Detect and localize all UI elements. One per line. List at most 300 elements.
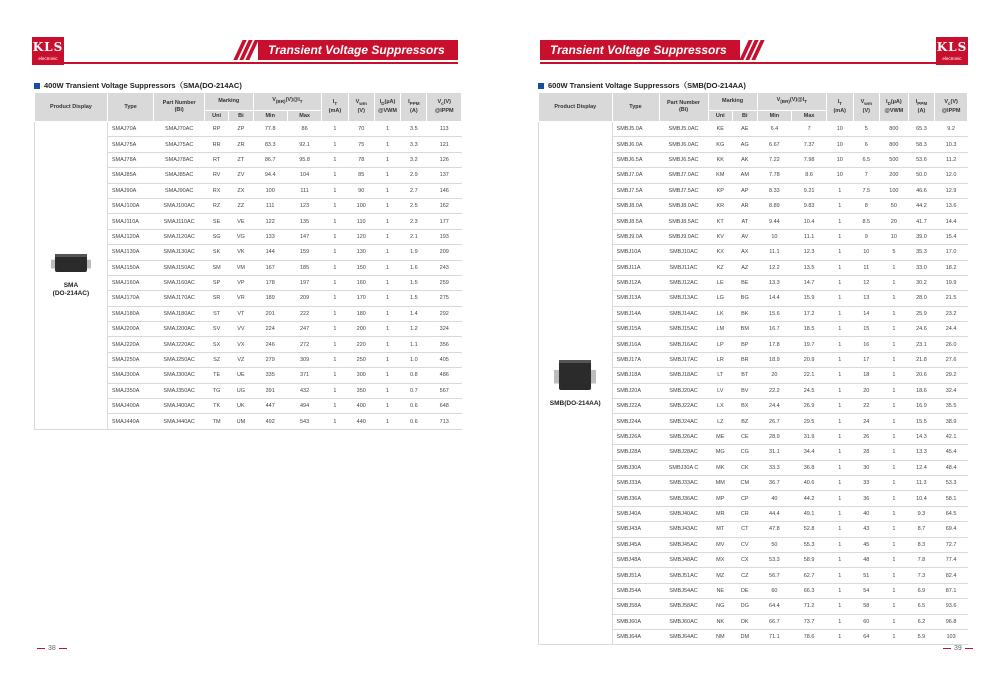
- table-cell: 66.3: [792, 583, 827, 598]
- table-cell: 12.3: [792, 245, 827, 260]
- table-cell: SZ: [204, 352, 228, 367]
- table-cell: 1: [322, 368, 348, 383]
- col-vc: $V_c(V)$ @IPPM: [427, 93, 462, 122]
- table-cell: RP: [204, 122, 228, 137]
- table-cell: SMAJ120AC: [154, 229, 205, 244]
- table-cell: SMBJ26A: [612, 429, 659, 444]
- table-cell: 12: [853, 275, 880, 290]
- table-cell: 7.78: [757, 168, 792, 183]
- table-cell: 543: [287, 414, 321, 429]
- table-cell: 100: [880, 183, 909, 198]
- table-cell: 12.9: [935, 183, 968, 198]
- table-cell: 1: [826, 506, 853, 521]
- table-cell: 86: [287, 122, 321, 137]
- table-cell: 7.22: [757, 152, 792, 167]
- table-cell: 1: [374, 229, 400, 244]
- table-cell: SMAJ110A: [107, 214, 154, 229]
- table-cell: 24.5: [792, 383, 827, 398]
- col-vwm: $V_{wm}$ (V): [853, 93, 880, 122]
- table-cell: LP: [708, 337, 733, 352]
- table-cell: 177: [427, 214, 462, 229]
- table-cell: UK: [229, 399, 253, 414]
- table-cell: SMBJ13AC: [659, 291, 708, 306]
- table-cell: 1.6: [401, 260, 427, 275]
- table-cell: SG: [204, 229, 228, 244]
- table-cell: 41.7: [908, 214, 935, 229]
- logo-subtext-right: electronic: [942, 56, 962, 61]
- table-cell: BX: [733, 399, 758, 414]
- table-cell: 147: [287, 229, 321, 244]
- table-cell: 144: [253, 245, 287, 260]
- table-cell: 27.6: [935, 352, 968, 367]
- table-cell: SMAJ170A: [107, 291, 154, 306]
- table-cell: 87.1: [935, 583, 968, 598]
- table-cell: 40.6: [792, 475, 827, 490]
- table-cell: UE: [229, 368, 253, 383]
- table-cell: 82.4: [935, 568, 968, 583]
- table-cell: 24.4: [757, 399, 792, 414]
- table-cell: 3.5: [401, 122, 427, 137]
- table-cell: 222: [287, 306, 321, 321]
- table-cell: 94.4: [253, 168, 287, 183]
- smb-table: [538, 92, 968, 645]
- section-title-right: 600W Transient Voltage Suppressors（SMB(DO-214AA): [538, 80, 746, 91]
- table-cell: 1.0: [401, 352, 427, 367]
- table-cell: 64.4: [757, 599, 792, 614]
- table-cell: 83.3: [253, 137, 287, 152]
- table-cell: 167: [253, 260, 287, 275]
- table-cell: SMAJ100A: [107, 198, 154, 213]
- table-cell: VK: [229, 245, 253, 260]
- table-cell: 1: [826, 275, 853, 290]
- table-cell: 113: [427, 122, 462, 137]
- table-cell: 60: [853, 614, 880, 629]
- logo-subtext: electronic: [38, 56, 58, 61]
- table-cell: BE: [733, 275, 758, 290]
- table-cell: AP: [733, 183, 758, 198]
- table-cell: 1: [826, 491, 853, 506]
- table-cell: 13.3: [908, 445, 935, 460]
- table-cell: 73.7: [792, 614, 827, 629]
- table-cell: 1: [880, 399, 909, 414]
- table-cell: RT: [204, 152, 228, 167]
- table-cell: CR: [733, 506, 758, 521]
- table-cell: SMBJ17AC: [659, 352, 708, 367]
- table-cell: 58.1: [935, 491, 968, 506]
- table-cell: 279: [253, 352, 287, 367]
- table-cell: SMBJ10AC: [659, 245, 708, 260]
- table-cell: UG: [229, 383, 253, 398]
- table-cell: 7.37: [792, 137, 827, 152]
- table-cell: 25.9: [908, 306, 935, 321]
- table-cell: 10: [826, 137, 853, 152]
- table-cell: SK: [204, 245, 228, 260]
- table-cell: SMAJ400A: [107, 399, 154, 414]
- table-cell: 19.7: [792, 337, 827, 352]
- table-cell: LV: [708, 383, 733, 398]
- table-cell: 275: [427, 291, 462, 306]
- table-cell: 58.3: [908, 137, 935, 152]
- table-cell: 648: [427, 399, 462, 414]
- table-cell: 170: [348, 291, 374, 306]
- table-cell: ZZ: [229, 198, 253, 213]
- table-cell: SMBJ9.0AC: [659, 229, 708, 244]
- table-cell: 9.44: [757, 214, 792, 229]
- table-cell: 35.3: [908, 245, 935, 260]
- col-vbr: $V_{(BR)}(V)@I_T$: [757, 93, 826, 111]
- table-cell: 1: [322, 383, 348, 398]
- table-cell: AZ: [733, 260, 758, 275]
- table-cell: 486: [427, 368, 462, 383]
- table-cell: RX: [204, 183, 228, 198]
- table-cell: 18.9: [757, 352, 792, 367]
- table-cell: 1: [826, 614, 853, 629]
- table-cell: BG: [733, 291, 758, 306]
- table-cell: 1: [374, 322, 400, 337]
- table-cell: 31.9: [792, 429, 827, 444]
- table-cell: 243: [427, 260, 462, 275]
- table-cell: 1: [880, 414, 909, 429]
- table-cell: KR: [708, 198, 733, 213]
- table-cell: 17.8: [757, 337, 792, 352]
- table-cell: 1: [374, 383, 400, 398]
- table-cell: SMBJ12A: [612, 275, 659, 290]
- table-cell: 11.1: [757, 245, 792, 260]
- col-bi: Bi: [733, 111, 758, 122]
- table-cell: 111: [253, 198, 287, 213]
- table-cell: SMBJ11AC: [659, 260, 708, 275]
- table-cell: 69.4: [935, 522, 968, 537]
- table-cell: 20.9: [792, 352, 827, 367]
- table-cell: SMBJ18A: [612, 368, 659, 383]
- table-cell: 1: [880, 445, 909, 460]
- table-cell: SMBJ45AC: [659, 537, 708, 552]
- table-cell: DE: [733, 583, 758, 598]
- table-cell: 1: [880, 475, 909, 490]
- table-cell: SMBJ30A C: [659, 460, 708, 475]
- table-cell: KM: [708, 168, 733, 183]
- table-cell: VP: [229, 275, 253, 290]
- table-cell: 1: [322, 275, 348, 290]
- table-cell: UM: [229, 414, 253, 429]
- table-cell: 1: [826, 198, 853, 213]
- table-cell: 6.2: [908, 614, 935, 629]
- table-cell: 28.0: [908, 291, 935, 306]
- table-cell: ME: [708, 429, 733, 444]
- table-cell: 1: [880, 568, 909, 583]
- table-cell: 11.1: [792, 229, 827, 244]
- table-cell: 123: [287, 198, 321, 213]
- table-cell: SMBJ54AC: [659, 583, 708, 598]
- table-cell: 38.9: [935, 414, 968, 429]
- table-cell: 62.7: [792, 568, 827, 583]
- table-cell: 1.9: [401, 245, 427, 260]
- table-cell: 1: [322, 337, 348, 352]
- table-cell: 30: [853, 460, 880, 475]
- table-cell: 16.7: [757, 322, 792, 337]
- table-cell: SMBJ18AC: [659, 368, 708, 383]
- table-cell: SMBJ54A: [612, 583, 659, 598]
- col-max: Max: [287, 111, 321, 122]
- table-cell: SMBJ8.5A: [612, 214, 659, 229]
- table-cell: VT: [229, 306, 253, 321]
- table-cell: SMBJ40AC: [659, 506, 708, 521]
- table-cell: 1: [322, 291, 348, 306]
- product-display-cell: [539, 122, 613, 645]
- table-cell: 100: [348, 198, 374, 213]
- col-it: $I_T$ (mA): [322, 93, 348, 122]
- table-cell: 1: [374, 306, 400, 321]
- table-cell: 11: [853, 260, 880, 275]
- col-vbr: $V_{(BR)}(V)@I_T$: [253, 93, 322, 111]
- table-cell: 77.8: [253, 122, 287, 137]
- table-cell: KP: [708, 183, 733, 198]
- table-cell: SMBJ51A: [612, 568, 659, 583]
- table-cell: 159: [287, 245, 321, 260]
- table-cell: SMBJ64A: [612, 629, 659, 644]
- package-label: SMA (DO-214AC): [52, 282, 90, 298]
- table-cell: 1: [826, 522, 853, 537]
- table-cell: KG: [708, 137, 733, 152]
- table-cell: 39.0: [908, 229, 935, 244]
- table-cell: SX: [204, 337, 228, 352]
- table-cell: 36: [853, 491, 880, 506]
- table-cell: 20: [880, 214, 909, 229]
- table-cell: MG: [708, 445, 733, 460]
- table-cell: SMBJ5.0AC: [659, 122, 708, 137]
- table-cell: 356: [427, 337, 462, 352]
- table-cell: 2.1: [401, 229, 427, 244]
- table-cell: 1: [880, 460, 909, 475]
- table-cell: 1: [880, 275, 909, 290]
- table-cell: SMBJ7.0A: [612, 168, 659, 183]
- col-part-number: Part Number (Bi): [659, 93, 708, 122]
- table-cell: BT: [733, 368, 758, 383]
- table-cell: 2.3: [401, 214, 427, 229]
- package-chip-icon: [51, 252, 91, 276]
- table-cell: 1: [322, 229, 348, 244]
- table-cell: 1: [322, 198, 348, 213]
- table-cell: SMBJ6.0AC: [659, 137, 708, 152]
- table-cell: 72.7: [935, 537, 968, 552]
- col-uni: Uni: [204, 111, 228, 122]
- table-cell: 16: [853, 337, 880, 352]
- table-cell: 1: [374, 368, 400, 383]
- table-cell: SMAJ160A: [107, 275, 154, 290]
- table-cell: MZ: [708, 568, 733, 583]
- table-cell: 64.5: [935, 506, 968, 521]
- table-cell: 1: [826, 399, 853, 414]
- table-cell: 7.5: [853, 183, 880, 198]
- table-cell: ZX: [229, 183, 253, 198]
- table-cell: 5: [853, 122, 880, 137]
- table-cell: 201: [253, 306, 287, 321]
- table-cell: LK: [708, 306, 733, 321]
- table-cell: SMBJ28AC: [659, 445, 708, 460]
- table-cell: KT: [708, 214, 733, 229]
- table-cell: 6.5: [908, 599, 935, 614]
- table-cell: 32.4: [935, 383, 968, 398]
- table-cell: SMBJ36A: [612, 491, 659, 506]
- table-cell: SMBJ6.5AC: [659, 152, 708, 167]
- table-cell: SMAJ150AC: [154, 260, 205, 275]
- table-cell: 96.8: [935, 614, 968, 629]
- table-cell: 33.3: [757, 460, 792, 475]
- table-cell: SMBJ5.0A: [612, 122, 659, 137]
- table-cell: LG: [708, 291, 733, 306]
- table-cell: 1: [826, 260, 853, 275]
- table-cell: 126: [427, 152, 462, 167]
- table-cell: 1: [322, 260, 348, 275]
- table-cell: 1: [880, 291, 909, 306]
- table-cell: 48.4: [935, 460, 968, 475]
- table-cell: CK: [733, 460, 758, 475]
- page-number-left: 38: [34, 645, 70, 652]
- table-cell: 53.3: [757, 552, 792, 567]
- table-cell: NG: [708, 599, 733, 614]
- table-cell: 1: [826, 368, 853, 383]
- table-cell: SMBJ8.0AC: [659, 198, 708, 213]
- table-cell: AK: [733, 152, 758, 167]
- table-cell: SMBJ22AC: [659, 399, 708, 414]
- table-cell: MP: [708, 491, 733, 506]
- section-bullet-icon: [538, 83, 544, 89]
- table-cell: AR: [733, 198, 758, 213]
- package-chip-icon: [554, 358, 596, 394]
- table-cell: 78.6: [792, 629, 827, 644]
- table-cell: CE: [733, 429, 758, 444]
- table-cell: SM: [204, 260, 228, 275]
- table-cell: 137: [427, 168, 462, 183]
- table-cell: 713: [427, 414, 462, 429]
- table-cell: SMAJ350A: [107, 383, 154, 398]
- section-bullet-icon: [34, 83, 40, 89]
- table-cell: 3.3: [401, 137, 427, 152]
- table-cell: SMAJ400AC: [154, 399, 205, 414]
- table-cell: SMBJ22A: [612, 399, 659, 414]
- table-cell: SMBJ7.5AC: [659, 183, 708, 198]
- table-cell: AE: [733, 122, 758, 137]
- table-cell: 65.3: [908, 122, 935, 137]
- col-ippm: $I_{PPM}$ (A): [401, 93, 427, 122]
- table-cell: SMAJ180AC: [154, 306, 205, 321]
- table-cell: 180: [348, 306, 374, 321]
- table-cell: MT: [708, 522, 733, 537]
- table-cell: 800: [880, 137, 909, 152]
- table-cell: SMBJ36AC: [659, 491, 708, 506]
- table-cell: TE: [204, 368, 228, 383]
- table-cell: 12.0: [935, 168, 968, 183]
- table-cell: ZV: [229, 168, 253, 183]
- table-cell: 40: [757, 491, 792, 506]
- table-cell: SMBJ48A: [612, 552, 659, 567]
- table-cell: 1: [826, 214, 853, 229]
- table-cell: VV: [229, 322, 253, 337]
- table-cell: 1: [322, 399, 348, 414]
- table-cell: 1: [880, 583, 909, 598]
- table-cell: 18: [853, 368, 880, 383]
- table-cell: DM: [733, 629, 758, 644]
- table-cell: 500: [880, 152, 909, 167]
- table-cell: 405: [427, 352, 462, 367]
- header-rule: [32, 62, 458, 64]
- table-cell: 0.8: [401, 368, 427, 383]
- table-cell: 55.3: [792, 537, 827, 552]
- table-cell: SMBJ11A: [612, 260, 659, 275]
- table-cell: 1: [374, 414, 400, 429]
- table-cell: 1: [880, 629, 909, 644]
- table-cell: 224: [253, 322, 287, 337]
- table-cell: 1: [826, 322, 853, 337]
- col-type: Type: [612, 93, 659, 122]
- table-cell: NM: [708, 629, 733, 644]
- table-cell: 8.5: [853, 214, 880, 229]
- table-cell: 1: [826, 429, 853, 444]
- table-cell: 391: [253, 383, 287, 398]
- table-cell: SMBJ64AC: [659, 629, 708, 644]
- table-cell: CV: [733, 537, 758, 552]
- logo-mark-right: KLS: [936, 40, 968, 54]
- table-cell: 24: [853, 414, 880, 429]
- table-cell: 22: [853, 399, 880, 414]
- table-cell: MM: [708, 475, 733, 490]
- table-cell: SE: [204, 214, 228, 229]
- col-vc: $V_c(V)$ @IPPM: [935, 93, 968, 122]
- table-cell: 0.6: [401, 414, 427, 429]
- table-cell: 494: [287, 399, 321, 414]
- table-cell: 47.8: [757, 522, 792, 537]
- table-cell: 1: [826, 291, 853, 306]
- table-cell: 17: [853, 352, 880, 367]
- table-cell: 1: [880, 368, 909, 383]
- table-cell: MX: [708, 552, 733, 567]
- table-cell: KE: [708, 122, 733, 137]
- table-cell: 200: [880, 168, 909, 183]
- table-cell: 13.3: [757, 275, 792, 290]
- table-cell: 492: [253, 414, 287, 429]
- table-cell: 53.3: [935, 475, 968, 490]
- table-cell: SMBJ17A: [612, 352, 659, 367]
- table-cell: 44.2: [792, 491, 827, 506]
- table-cell: VZ: [229, 352, 253, 367]
- table-cell: 1: [880, 306, 909, 321]
- table-cell: SMBJ8.5AC: [659, 214, 708, 229]
- table-cell: 1: [880, 429, 909, 444]
- table-cell: 75: [348, 137, 374, 152]
- table-cell: 28: [853, 445, 880, 460]
- table-cell: 36.8: [792, 460, 827, 475]
- table-cell: LZ: [708, 414, 733, 429]
- table-cell: 11.3: [908, 475, 935, 490]
- table-cell: 48: [853, 552, 880, 567]
- table-cell: 259: [427, 275, 462, 290]
- table-cell: 432: [287, 383, 321, 398]
- page-banner: [258, 40, 458, 60]
- table-cell: SMAJ78A: [107, 152, 154, 167]
- table-cell: 34.4: [792, 445, 827, 460]
- table-cell: VE: [229, 214, 253, 229]
- table-cell: 21.8: [908, 352, 935, 367]
- table-cell: 100: [253, 183, 287, 198]
- table-cell: 33.0: [908, 260, 935, 275]
- table-cell: SMAJ250A: [107, 352, 154, 367]
- table-cell: 26: [853, 429, 880, 444]
- table-cell: SMBJ6.5A: [612, 152, 659, 167]
- table-cell: SMAJ85AC: [154, 168, 205, 183]
- table-cell: 66.7: [757, 614, 792, 629]
- table-cell: SMAJ120A: [107, 229, 154, 244]
- table-cell: CX: [733, 552, 758, 567]
